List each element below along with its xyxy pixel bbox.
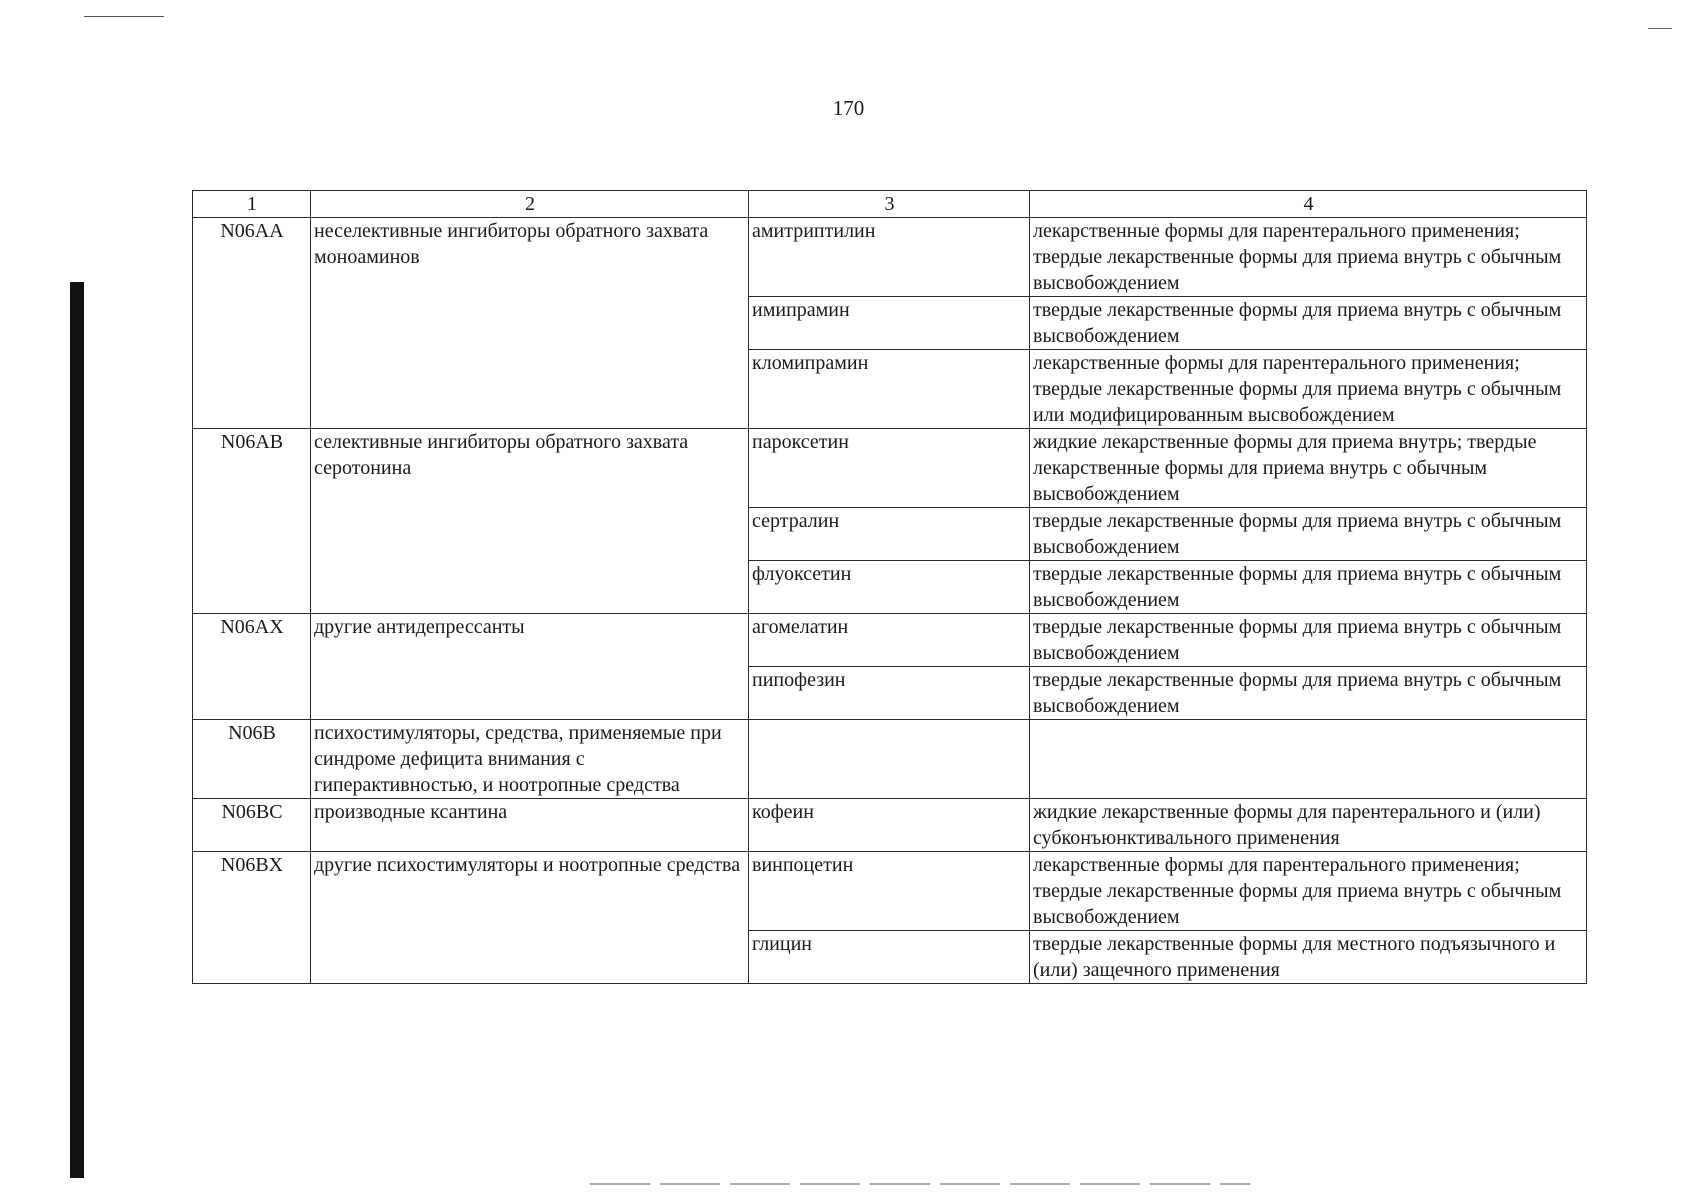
atc-code-cell: N06AA: [193, 218, 311, 429]
drug-name-cell: флуоксетин: [749, 561, 1030, 614]
table-body: [193, 218, 1587, 984]
group-name-cell: неселективные ингибиторы обратного захвата моноаминов: [311, 218, 749, 429]
drug-name-cell: пипофезин: [749, 667, 1030, 720]
dosage-forms-cell: лекарственные формы для парентерального применения; твердые лекарственные формы для приема внутрь с обычным высвобождением: [1030, 218, 1587, 297]
column-header-3: 3: [749, 191, 1030, 218]
column-header-1: 1: [193, 191, 311, 218]
table-row: [193, 218, 1587, 297]
dosage-forms-cell: [1030, 720, 1587, 799]
table-header: [193, 191, 1587, 218]
drug-name-cell: винпоцетин: [749, 852, 1030, 931]
dosage-forms-cell: твердые лекарственные формы для приема внутрь с обычным высвобождением: [1030, 667, 1587, 720]
table-row: [193, 852, 1587, 931]
page-number: 170: [832, 96, 865, 120]
drug-name-cell: пароксетин: [749, 429, 1030, 508]
atc-code-cell: N06BX: [193, 852, 311, 984]
header-row: [193, 191, 1587, 218]
table-row: [193, 614, 1587, 667]
group-name-cell: другие антидепрессанты: [311, 614, 749, 720]
atc-code-cell: N06AB: [193, 429, 311, 614]
drug-name-cell: кломипрамин: [749, 350, 1030, 429]
scan-mark-bottom: [590, 1183, 1250, 1185]
drug-name-cell: сертралин: [749, 508, 1030, 561]
column-header-2: 2: [311, 191, 749, 218]
drug-table: [192, 190, 1587, 984]
drug-name-cell: кофеин: [749, 799, 1030, 852]
group-name-cell: другие психостимуляторы и ноотропные средства: [311, 852, 749, 984]
dosage-forms-cell: жидкие лекарственные формы для парентерального и (или) субконъюнктивального применения: [1030, 799, 1587, 852]
drug-name-cell: амитриптилин: [749, 218, 1030, 297]
group-name-cell: селективные ингибиторы обратного захвата серотонина: [311, 429, 749, 614]
group-name-cell: производные ксантина: [311, 799, 749, 852]
dosage-forms-cell: твердые лекарственные формы для приема внутрь с обычным высвобождением: [1030, 561, 1587, 614]
atc-code-cell: N06BC: [193, 799, 311, 852]
drug-name-cell: [749, 720, 1030, 799]
drug-name-cell: глицин: [749, 931, 1030, 984]
scan-mark-top-right: [1648, 28, 1672, 29]
dosage-forms-cell: твердые лекарственные формы для приема внутрь с обычным высвобождением: [1030, 508, 1587, 561]
table-row: [193, 429, 1587, 508]
drug-name-cell: агомелатин: [749, 614, 1030, 667]
column-header-4: 4: [1030, 191, 1587, 218]
atc-code-cell: N06B: [193, 720, 311, 799]
drug-name-cell: имипрамин: [749, 297, 1030, 350]
table-row: [193, 720, 1587, 799]
scan-edge-shadow: [70, 282, 84, 1178]
dosage-forms-cell: лекарственные формы для парентерального применения; твердые лекарственные формы для приема внутрь с обычным высвобождением: [1030, 852, 1587, 931]
table-row: [193, 799, 1587, 852]
dosage-forms-cell: твердые лекарственные формы для приема внутрь с обычным высвобождением: [1030, 297, 1587, 350]
group-name-cell: психостимуляторы, средства, применяемые при синдроме дефицита внимания с гиперактивностью, и ноотропные средства: [311, 720, 749, 799]
dosage-forms-cell: твердые лекарственные формы для приема внутрь с обычным высвобождением: [1030, 614, 1587, 667]
dosage-forms-cell: твердые лекарственные формы для местного подъязычного и (или) защечного применения: [1030, 931, 1587, 984]
scan-mark-top-left: [84, 16, 164, 17]
atc-code-cell: N06AX: [193, 614, 311, 720]
dosage-forms-cell: жидкие лекарственные формы для приема внутрь; твердые лекарственные формы для приема внутрь с обычным высвобождением: [1030, 429, 1587, 508]
dosage-forms-cell: лекарственные формы для парентерального применения; твердые лекарственные формы для приема внутрь с обычным или модифицированным высвобождением: [1030, 350, 1587, 429]
